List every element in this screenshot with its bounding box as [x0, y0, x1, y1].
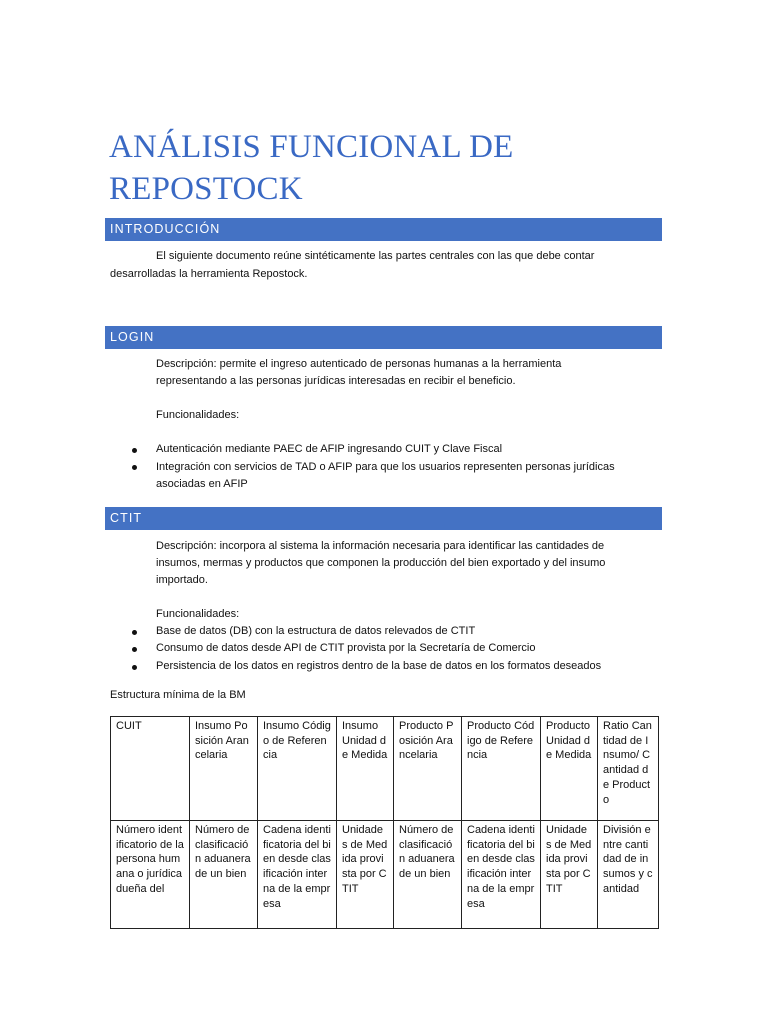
table-header-cell: Ratio Cantidad de Insumo/ Cantidad de Producto	[598, 717, 659, 821]
table-header-cell: Insumo Unidad de Medida	[337, 717, 394, 821]
ctit-bullet-1: Base de datos (DB) con la estructura de datos relevados de CTIT	[156, 625, 476, 637]
table-cell: División entre cantidad de insumos y cantidad	[598, 821, 659, 929]
table-cell: Cadena identificatoria del bien desde clasificación interna de la empresa	[258, 821, 337, 929]
table-header-row	[111, 717, 659, 821]
table-cell: Número de clasificación aduanera de un bien	[190, 821, 258, 929]
ctit-bullet-2: Consumo de datos desde API de CTIT provista por la Secretaría de Comercio	[156, 642, 536, 654]
login-bullet-1: Autenticación mediante PAEC de AFIP ingresando CUIT y Clave Fiscal	[156, 443, 503, 455]
login-bullet-2-line-2: asociadas en AFIP	[156, 478, 248, 490]
ctit-functionalities-label: Funcionalidades:	[156, 608, 240, 620]
table-cell: Cadena identificatoria del bien desde clasificación interna de la empresa	[462, 821, 541, 929]
login-bullet-2-line-1: Integración con servicios de TAD o AFIP para que los usuarios representen personas jurídicas	[156, 461, 615, 473]
login-functionalities-label: Funcionalidades:	[156, 409, 240, 421]
ctit-description-line-1: Descripción: incorpora al sistema la información necesaria para identificar las cantidades de	[156, 540, 605, 552]
title-line-2: REPOSTOCK	[109, 171, 303, 207]
section-heading-ctit: CTIT	[105, 507, 662, 530]
bullet-icon	[132, 448, 137, 453]
table-cell: Número de clasificación aduanera de un bien	[394, 821, 462, 929]
login-description-line-1: Descripción: permite el ingreso autenticado de personas humanas a la herramienta	[156, 358, 562, 370]
table-cell: Unidades de Medida provista por CTIT	[337, 821, 394, 929]
ctit-bullet-3: Persistencia de los datos en registros dentro de la base de datos en los formatos deseados	[156, 660, 602, 672]
section-heading-intro: INTRODUCCIÓN	[105, 218, 662, 241]
intro-text-line-1: El siguiente documento reúne sintéticamente las partes centrales con las que debe contar	[156, 250, 595, 262]
table-row	[111, 821, 659, 929]
table-header-cell: Producto Código de Referencia	[462, 717, 541, 821]
ctit-description-line-2: insumos, mermas y productos que componen la producción del bien exportado y del insumo	[156, 557, 606, 569]
document-title	[109, 126, 669, 210]
bullet-icon	[132, 647, 137, 652]
intro-text-line-2: desarrolladas la herramienta Repostock.	[110, 268, 308, 280]
title-line-1: ANÁLISIS FUNCIONAL DE	[109, 129, 514, 165]
bullet-icon	[132, 465, 137, 470]
bullet-icon	[132, 630, 137, 635]
table-cell: Número identificatorio de la persona humana o jurídica dueña del	[111, 821, 190, 929]
table-header-cell: CUIT	[111, 717, 190, 821]
table-header-cell: Producto Unidad de Medida	[541, 717, 598, 821]
table-caption: Estructura mínima de la BM	[110, 689, 246, 701]
section-heading-login: LOGIN	[105, 326, 662, 349]
bm-structure-table	[110, 716, 659, 929]
table-header-cell: Producto Posición Arancelaria	[394, 717, 462, 821]
ctit-description-line-3: importado.	[156, 574, 208, 586]
login-description-line-2: representando a las personas jurídicas interesadas en recibir el beneficio.	[156, 375, 516, 387]
bullet-icon	[132, 665, 137, 670]
table-header-cell: Insumo Posición Arancelaria	[190, 717, 258, 821]
table-header-cell: Insumo Código de Referencia	[258, 717, 337, 821]
table-cell: Unidades de Medida provista por CTIT	[541, 821, 598, 929]
